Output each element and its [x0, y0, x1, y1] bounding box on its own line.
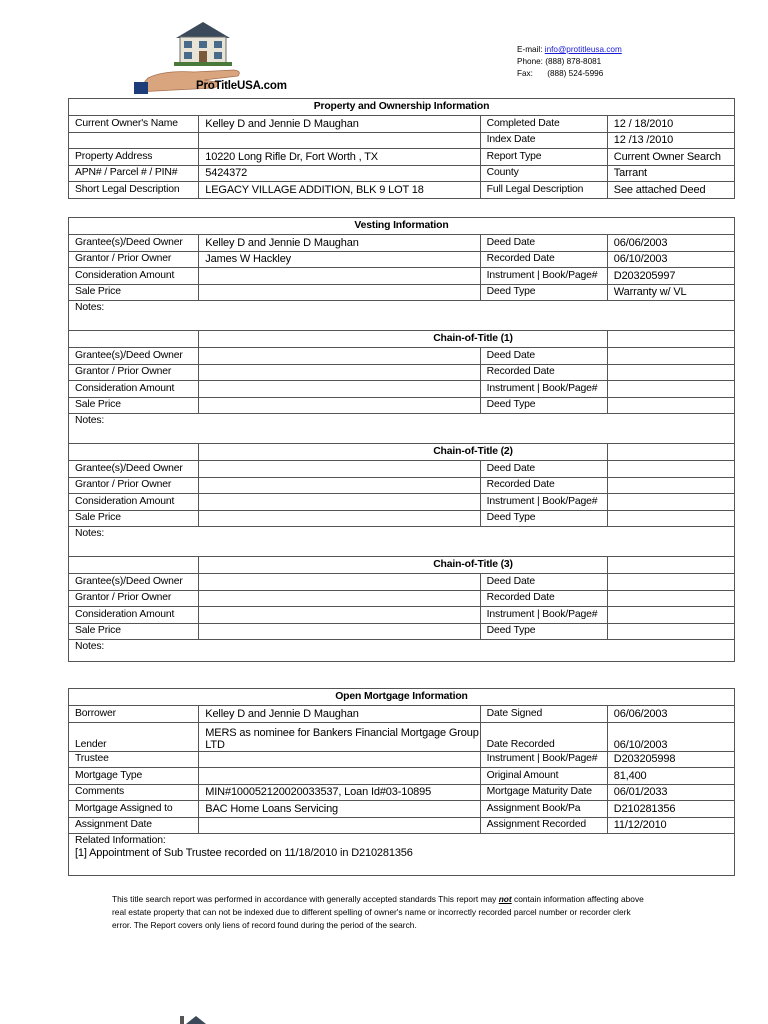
- field-value: James W Hackley: [199, 251, 480, 268]
- field-value: [199, 268, 480, 285]
- field-label: Report Type: [480, 149, 607, 166]
- field-label: Recorded Date: [480, 590, 607, 607]
- field-value: [607, 364, 734, 381]
- chain2-section-title-spacer: [607, 444, 734, 461]
- table-row: [69, 751, 735, 768]
- field-label: Grantee(s)/Deed Owner: [69, 235, 199, 252]
- table-row: [69, 590, 735, 607]
- email-link[interactable]: info@protitleusa.com: [544, 45, 622, 54]
- related-information: [69, 834, 735, 876]
- table-row: [69, 706, 735, 723]
- field-value: 10220 Long Rifle Dr, Fort Worth , TX: [199, 149, 480, 166]
- field-value: [199, 751, 480, 768]
- fax-label: Fax:: [517, 69, 533, 78]
- field-value: 11/12/2010: [607, 817, 734, 834]
- field-value: Kelley D and Jennie D Maughan: [199, 116, 480, 133]
- field-label: Property Address: [69, 149, 199, 166]
- field-value: 12 / 18/2010: [607, 116, 734, 133]
- field-label: Instrument | Book/Page#: [480, 607, 607, 624]
- field-value: Kelley D and Jennie D Maughan: [199, 235, 480, 252]
- table-row: [69, 348, 735, 365]
- field-value: [199, 284, 480, 301]
- table-row: [69, 722, 735, 751]
- phone-value: (888) 878-8081: [545, 57, 602, 66]
- field-value: [607, 477, 734, 494]
- table-row: [69, 784, 735, 801]
- field-value: [199, 494, 480, 511]
- field-value: 06/10/2003: [607, 251, 734, 268]
- field-value: [607, 607, 734, 624]
- field-label: Assignment Recorded: [480, 817, 607, 834]
- field-label: Original Amount: [480, 768, 607, 785]
- field-value: MERS as nominee for Bankers Financial Mortgage Group LTD: [199, 722, 480, 751]
- table-row: [69, 182, 735, 199]
- field-value: [199, 817, 480, 834]
- field-value: 06/06/2003: [607, 235, 734, 252]
- field-label: [69, 132, 199, 149]
- field-value: [607, 510, 734, 527]
- logo-text: ProTitleUSA.com: [196, 80, 287, 92]
- field-label: Sale Price: [69, 284, 199, 301]
- field-label: Deed Date: [480, 348, 607, 365]
- chain1-section-title-spacer: [69, 331, 199, 348]
- field-value: [607, 623, 734, 640]
- field-value: MIN#100052120020033537, Loan Id#03-10895: [199, 784, 480, 801]
- chain1-section-title: Chain-of-Title (1): [199, 331, 608, 348]
- field-label: Deed Date: [480, 461, 607, 478]
- field-value: 81,400: [607, 768, 734, 785]
- field-value: 12 /13 /2010: [607, 132, 734, 149]
- mortgage-table: [68, 688, 735, 876]
- table-row: [69, 494, 735, 511]
- field-label: Recorded Date: [480, 477, 607, 494]
- field-label: Deed Date: [480, 574, 607, 591]
- field-value: [199, 590, 480, 607]
- email-label: E-mail:: [517, 45, 543, 54]
- field-label: Mortgage Maturity Date: [480, 784, 607, 801]
- field-value: [607, 381, 734, 398]
- property-section-title: Property and Ownership Information: [69, 99, 735, 116]
- field-label: Consideration Amount: [69, 268, 199, 285]
- chain2-section-title-spacer: [69, 444, 199, 461]
- field-label: Comments: [69, 784, 199, 801]
- field-value: D210281356: [607, 801, 734, 818]
- field-value: [199, 768, 480, 785]
- field-value: [199, 397, 480, 414]
- field-label: Short Legal Description: [69, 182, 199, 199]
- field-label: Assignment Date: [69, 817, 199, 834]
- field-label: Grantor / Prior Owner: [69, 251, 199, 268]
- field-label: Mortgage Type: [69, 768, 199, 785]
- field-label: Grantee(s)/Deed Owner: [69, 461, 199, 478]
- table-row: [69, 268, 735, 285]
- field-label: Lender: [69, 722, 199, 751]
- disclaimer-part2: contain information affecting above real estate property that can not be indexed due to different spelling of owner's name or incorrectly recorded parcel number or recorder clerk error. The Report covers only liens of record found during the period of the search.: [112, 894, 644, 930]
- field-label: Instrument | Book/Page#: [480, 751, 607, 768]
- table-row: [69, 397, 735, 414]
- table-row: [69, 165, 735, 182]
- email-line: [517, 44, 622, 56]
- table-row: [69, 364, 735, 381]
- field-label: Deed Type: [480, 510, 607, 527]
- footer-logo-icon: [178, 1014, 208, 1024]
- phone-label: Phone:: [517, 57, 543, 66]
- field-label: Grantee(s)/Deed Owner: [69, 574, 199, 591]
- field-value: D203205997: [607, 268, 734, 285]
- table-row: [69, 817, 735, 834]
- notes-field: Notes:: [69, 414, 735, 444]
- field-value: [199, 477, 480, 494]
- field-value: Current Owner Search: [607, 149, 734, 166]
- field-value: Tarrant: [607, 165, 734, 182]
- field-label: Grantor / Prior Owner: [69, 364, 199, 381]
- notes-field: Notes:: [69, 301, 735, 331]
- table-row: [69, 149, 735, 166]
- field-value: [607, 590, 734, 607]
- field-label: Grantor / Prior Owner: [69, 477, 199, 494]
- field-label: Assignment Book/Pa: [480, 801, 607, 818]
- chain3-section-title-spacer: [607, 557, 734, 574]
- field-label: Index Date: [480, 132, 607, 149]
- table-row: [69, 574, 735, 591]
- field-value: [199, 364, 480, 381]
- field-label: Instrument | Book/Page#: [480, 381, 607, 398]
- chain1-section-title-spacer: [607, 331, 734, 348]
- mortgage-section-title: Open Mortgage Information: [69, 689, 735, 706]
- field-label: Current Owner's Name: [69, 116, 199, 133]
- field-value: [607, 574, 734, 591]
- chain3-section-title-spacer: [69, 557, 199, 574]
- field-value: [199, 461, 480, 478]
- field-label: Consideration Amount: [69, 381, 199, 398]
- field-value: [607, 461, 734, 478]
- field-value: [199, 510, 480, 527]
- field-label: Deed Date: [480, 235, 607, 252]
- field-value: [199, 574, 480, 591]
- table-row: [69, 381, 735, 398]
- field-label: Recorded Date: [480, 364, 607, 381]
- field-value: 06/06/2003: [607, 706, 734, 723]
- table-row: [69, 461, 735, 478]
- field-value: LEGACY VILLAGE ADDITION, BLK 9 LOT 18: [199, 182, 480, 199]
- field-label: Sale Price: [69, 397, 199, 414]
- related-label: Related Information:: [75, 835, 166, 846]
- field-value: [199, 132, 480, 149]
- notes-field: Notes:: [69, 640, 735, 662]
- field-label: Completed Date: [480, 116, 607, 133]
- vesting-section-title: Vesting Information: [69, 218, 735, 235]
- field-value: [607, 397, 734, 414]
- vesting-table: [68, 217, 735, 662]
- company-logo: [134, 20, 294, 98]
- field-label: Full Legal Description: [480, 182, 607, 199]
- field-value: [199, 607, 480, 624]
- field-label: Deed Type: [480, 623, 607, 640]
- field-value: D203205998: [607, 751, 734, 768]
- field-value: [199, 623, 480, 640]
- fax-line: [517, 68, 622, 80]
- table-row: [69, 251, 735, 268]
- field-value: 06/01/2033: [607, 784, 734, 801]
- field-label: Trustee: [69, 751, 199, 768]
- table-row: [69, 623, 735, 640]
- field-label: Deed Type: [480, 284, 607, 301]
- disclaimer-emphasis: not: [498, 894, 512, 904]
- disclaimer-part1: This title search report was performed in accordance with generally accepted standards This report may: [112, 894, 499, 904]
- field-label: Instrument | Book/Page#: [480, 268, 607, 285]
- fax-value: (888) 524-5996: [547, 69, 604, 78]
- property-table: [68, 98, 735, 199]
- field-label: Instrument | Book/Page#: [480, 494, 607, 511]
- field-label: Sale Price: [69, 623, 199, 640]
- field-value: Kelley D and Jennie D Maughan: [199, 706, 480, 723]
- table-row: [69, 477, 735, 494]
- table-row: [69, 235, 735, 252]
- field-label: Mortgage Assigned to: [69, 801, 199, 818]
- field-value: 5424372: [199, 165, 480, 182]
- field-label: Grantee(s)/Deed Owner: [69, 348, 199, 365]
- house-icon: [170, 20, 236, 68]
- field-value: Warranty w/ VL: [607, 284, 734, 301]
- field-label: Grantor / Prior Owner: [69, 590, 199, 607]
- field-label: Date Signed: [480, 706, 607, 723]
- field-value: 06/10/2003: [607, 722, 734, 751]
- field-value: BAC Home Loans Servicing: [199, 801, 480, 818]
- disclaimer: [112, 893, 652, 932]
- field-label: Consideration Amount: [69, 607, 199, 624]
- related-text: [1] Appointment of Sub Trustee recorded on 11/18/2010 in D210281356: [75, 847, 413, 859]
- notes-field: Notes:: [69, 527, 735, 557]
- phone-line: [517, 56, 622, 68]
- field-value: [607, 348, 734, 365]
- field-label: Date Recorded: [480, 722, 607, 751]
- field-value: See attached Deed: [607, 182, 734, 199]
- field-label: Recorded Date: [480, 251, 607, 268]
- chain3-section-title: Chain-of-Title (3): [199, 557, 608, 574]
- chain2-section-title: Chain-of-Title (2): [199, 444, 608, 461]
- field-label: Sale Price: [69, 510, 199, 527]
- contact-block: [517, 44, 622, 80]
- field-value: [607, 494, 734, 511]
- table-row: [69, 132, 735, 149]
- field-label: Deed Type: [480, 397, 607, 414]
- table-row: [69, 510, 735, 527]
- table-row: [69, 284, 735, 301]
- table-row: [69, 116, 735, 133]
- field-label: APN# / Parcel # / PIN#: [69, 165, 199, 182]
- field-label: Consideration Amount: [69, 494, 199, 511]
- field-label: County: [480, 165, 607, 182]
- field-value: [199, 348, 480, 365]
- field-label: Borrower: [69, 706, 199, 723]
- field-value: [199, 381, 480, 398]
- table-row: [69, 768, 735, 785]
- table-row: [69, 801, 735, 818]
- table-row: [69, 607, 735, 624]
